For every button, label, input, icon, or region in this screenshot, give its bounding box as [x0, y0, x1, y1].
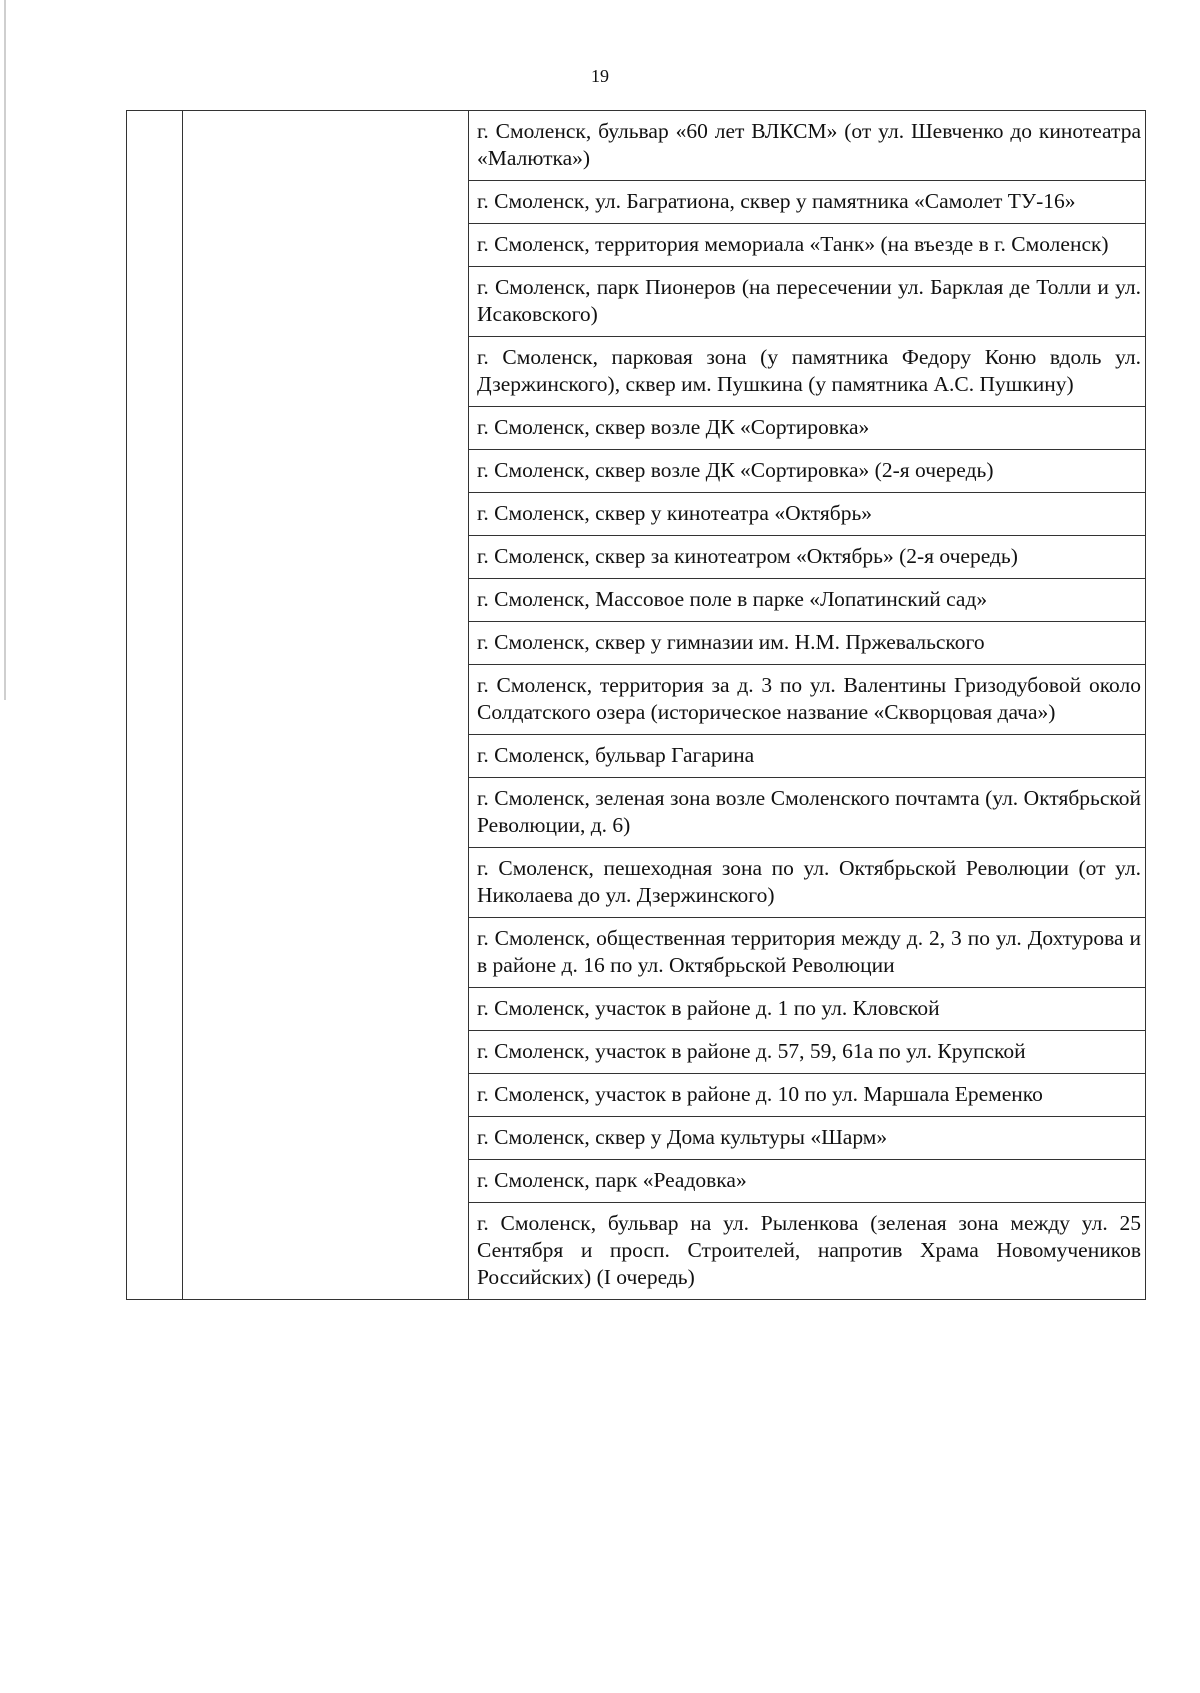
territory-cell — [469, 111, 1146, 181]
territory-cell — [469, 1074, 1146, 1117]
territory-text: г. Смоленск, зеленая зона возле Смоленского почтамта (ул. Октябрьской Революции, д. 6) — [477, 786, 1141, 837]
territory-text: г. Смоленск, парк Пионеров (на пересечении ул. Барклая де Толли и ул. Исаковского) — [477, 275, 1141, 326]
territory-cell — [469, 665, 1146, 735]
territory-text: г. Смоленск, сквер у кинотеатра «Октябрь» — [477, 501, 872, 525]
territory-cell — [469, 407, 1146, 450]
territory-cell — [469, 1203, 1146, 1300]
number-column-cell — [127, 111, 183, 1300]
territory-cell — [469, 536, 1146, 579]
territory-text: г. Смоленск, парковая зона (у памятника Федору Коню вдоль ул. Дзержинского), сквер им. Пушкина (у памятника А.С. Пушкину) — [477, 345, 1141, 396]
territory-text: г. Смоленск, участок в районе д. 57, 59, 61а по ул. Крупской — [477, 1039, 1026, 1063]
territory-cell — [469, 778, 1146, 848]
territory-text: г. Смоленск, территория за д. 3 по ул. Валентины Гризодубовой около Солдатского озера (историческое название «Скворцовая дача») — [477, 673, 1141, 724]
territory-text: г. Смоленск, бульвар Гагарина — [477, 743, 755, 767]
territory-cell — [469, 848, 1146, 918]
table-row — [127, 111, 1146, 181]
territory-cell — [469, 735, 1146, 778]
territory-cell — [469, 918, 1146, 988]
territory-text: г. Смоленск, сквер у Дома культуры «Шарм» — [477, 1125, 888, 1149]
municipality-column-cell — [183, 111, 469, 1300]
scan-edge-mark — [4, 0, 6, 700]
territory-text: г. Смоленск, сквер за кинотеатром «Октябрь» (2-я очередь) — [477, 544, 1018, 568]
territory-text: г. Смоленск, сквер возле ДК «Сортировка» (2-я очередь) — [477, 458, 994, 482]
territory-text: г. Смоленск, участок в районе д. 10 по ул. Маршала Еременко — [477, 1082, 1043, 1106]
territory-cell — [469, 493, 1146, 536]
territory-text: г. Смоленск, сквер возле ДК «Сортировка» — [477, 415, 870, 439]
territory-text: г. Смоленск, парк «Реадовка» — [477, 1168, 747, 1192]
territory-cell — [469, 988, 1146, 1031]
territory-text: г. Смоленск, участок в районе д. 1 по ул. Кловской — [477, 996, 940, 1020]
page-number: 19 — [591, 66, 609, 86]
territories-table — [126, 110, 1146, 1300]
territory-cell — [469, 622, 1146, 665]
territory-cell — [469, 1031, 1146, 1074]
territory-cell — [469, 224, 1146, 267]
territory-cell — [469, 1160, 1146, 1203]
territory-cell — [469, 579, 1146, 622]
territory-text: г. Смоленск, пешеходная зона по ул. Октябрьской Революции (от ул. Николаева до ул. Дзержинского) — [477, 856, 1141, 907]
territory-cell — [469, 267, 1146, 337]
territory-cell — [469, 181, 1146, 224]
territory-text: г. Смоленск, общественная территория между д. 2, 3 по ул. Дохтурова и в районе д. 16 по ул. Октябрьской Революции — [477, 926, 1141, 977]
territory-text: г. Смоленск, бульвар «60 лет ВЛКСМ» (от ул. Шевченко до кинотеатра «Малютка») — [477, 119, 1141, 170]
territory-text: г. Смоленск, сквер у гимназии им. Н.М. Пржевальского — [477, 630, 985, 654]
territory-text: г. Смоленск, бульвар на ул. Рыленкова (зеленая зона между ул. 25 Сентября и просп. Строителей, напротив Храма Новомучеников Российских) (I очередь) — [477, 1211, 1141, 1289]
territory-cell — [469, 1117, 1146, 1160]
territories-table-body — [127, 111, 1146, 1300]
territory-text: г. Смоленск, Массовое поле в парке «Лопатинский сад» — [477, 587, 988, 611]
territory-cell — [469, 450, 1146, 493]
territory-text: г. Смоленск, ул. Багратиона, сквер у памятника «Самолет ТУ-16» — [477, 189, 1076, 213]
territory-cell — [469, 337, 1146, 407]
territory-text: г. Смоленск, территория мемориала «Танк» (на въезде в г. Смоленск) — [477, 232, 1109, 256]
